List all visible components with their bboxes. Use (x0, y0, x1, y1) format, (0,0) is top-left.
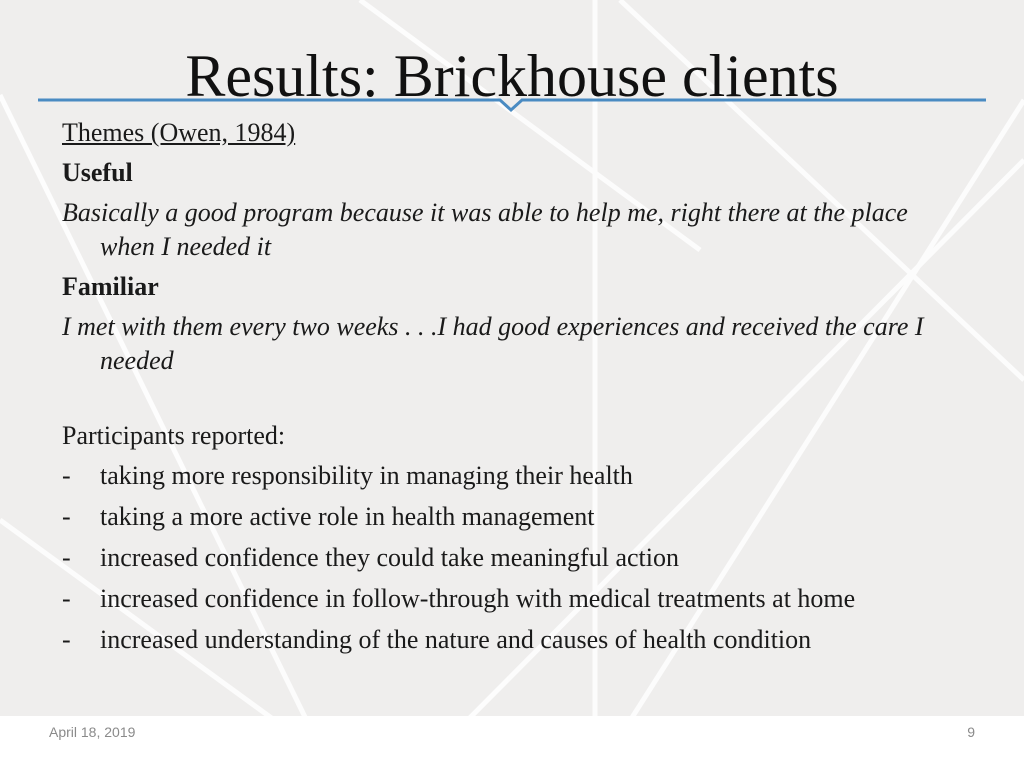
slide-body (62, 116, 962, 664)
list-item (62, 500, 962, 534)
title-underline-rule (0, 0, 1024, 130)
bullet-dash: - (62, 543, 71, 572)
bullet-text: increased understanding of the nature and causes of health condition (100, 625, 812, 654)
list-item (62, 459, 962, 493)
section-label-useful: Useful (62, 158, 133, 187)
footer-band (0, 716, 1024, 768)
bullet-dash: - (62, 625, 71, 654)
bullet-text: taking more responsibility in managing their health (100, 461, 633, 490)
list-item (62, 582, 962, 616)
bullet-text: increased confidence they could take meaningful action (100, 543, 679, 572)
section-label-familiar: Familiar (62, 272, 159, 301)
list-item (62, 623, 962, 657)
participants-heading: Participants reported: (62, 421, 286, 450)
footer-date: April 18, 2019 (49, 724, 136, 740)
quote-useful: Basically a good program because it was able to help me, right there at the place when I needed it (62, 198, 908, 261)
bullet-dash: - (62, 461, 71, 490)
bullet-dash: - (62, 584, 71, 613)
themes-heading: Themes (Owen, 1984) (62, 118, 296, 147)
quote-familiar: I met with them every two weeks . . .I had good experiences and received the care I needed (62, 312, 924, 375)
page-number: 9 (967, 724, 975, 740)
bullet-dash: - (62, 502, 71, 531)
bullet-text: increased confidence in follow-through with medical treatments at home (100, 584, 856, 613)
list-item (62, 541, 962, 575)
slide-title: Results: Brickhouse clients (185, 43, 839, 109)
bullet-text: taking a more active role in health management (100, 502, 595, 531)
